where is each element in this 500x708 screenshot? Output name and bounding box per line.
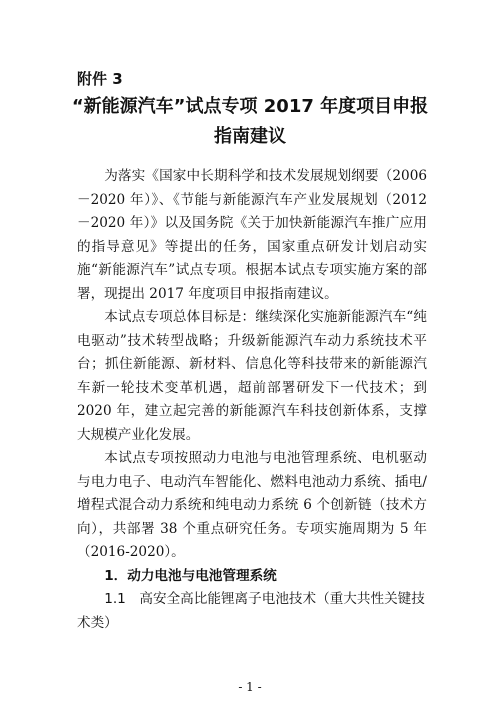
- paragraph-tasks: 本试点专项按照动力电池与电池管理系统、电机驱动与电力电子、电动汽车智能化、燃料电池动力系统、插电/增程式混合动力系统和纯电动力系统 6 个创新链（技术方向），共部署 38 个重点研究任务。专项实施周期为 5 年（2016-2020）。: [77, 450, 427, 560]
- subsection-heading-1-1: 1.1 高安全高比能锂离子电池技术（重大共性关键技术类）: [77, 591, 425, 631]
- paragraph-intro: 为落实《国家中长期科学和技术发展规划纲要（2006－2020 年）》、《节能与新能源汽车产业发展规划（2012－2020 年）》以及国务院《关于加快新能源汽车推广应用的指导意见》等提出的任务，国家重点研发计划启动实施“新能源汽车”试点专项。根据本试点专项实施方案的部署，现提出 2017 年度项目申报指南建议。: [77, 168, 427, 302]
- document-title: “新能源汽车”试点专项 2017 年度项目申报指南建议: [71, 96, 429, 147]
- attachment-label: 附件 3: [77, 70, 123, 88]
- page-number: - 1 -: [238, 680, 262, 694]
- paragraph-goals: 本试点专项总体目标是：继续深化实施新能源汽车“纯电驱动”技术转型战略；升级新能源汽车动力系统技术平台；抓住新能源、新材料、信息化等科技带来的新能源汽车新一轮技术变革机遇，超前部署研发下一代技术；到 2020 年，建立起完善的新能源汽车科技创新体系，支撑大规模产业化发展。: [77, 309, 427, 443]
- section-heading-1: 1．动力电池与电池管理系统: [104, 567, 277, 584]
- document-body: [77, 165, 427, 635]
